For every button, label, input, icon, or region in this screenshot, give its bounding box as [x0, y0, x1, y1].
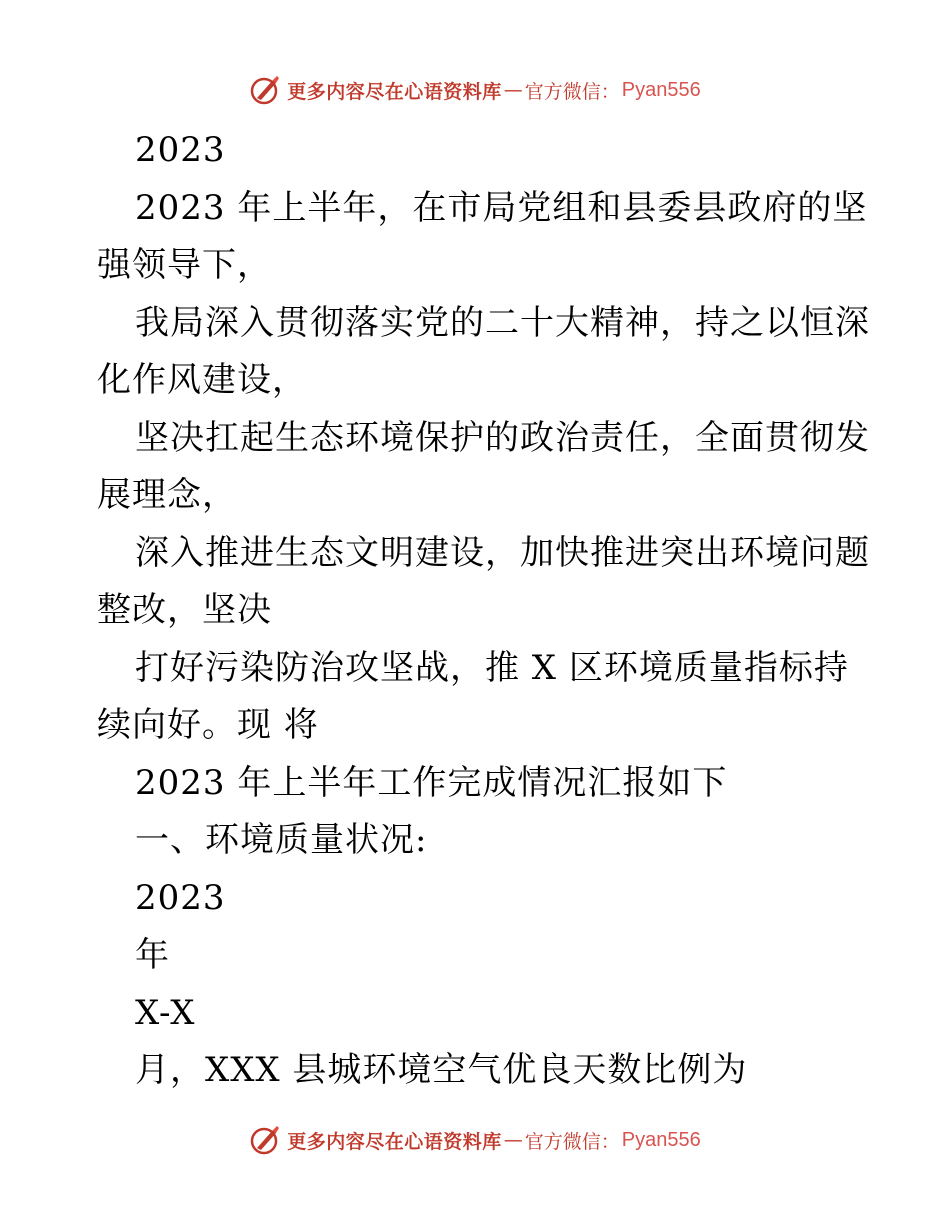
text-line: 2023 年上半年工作完成情况汇报如下 — [135, 762, 728, 803]
watermark-label: 官方微信： — [524, 80, 620, 103]
text-line: 年 — [135, 935, 170, 975]
text-line: 2023 — [135, 130, 226, 170]
watermark-label: 官方微信： — [524, 1130, 620, 1153]
watermark-separator: — — [503, 1129, 523, 1151]
text-line: 化作风建设， — [97, 360, 307, 400]
text-line: 续向好。现 将 — [97, 705, 319, 745]
document-body — [97, 122, 870, 1100]
section-heading: 一、环境质量状况: — [135, 820, 428, 860]
header-watermark — [0, 70, 950, 110]
watermark-main-text: 更多内容尽在心语资料库 — [287, 1130, 502, 1153]
watermark-handle: Pyan556 — [621, 1128, 701, 1151]
quill-pen-logo-icon — [249, 1124, 281, 1156]
text-line: 2023 年上半年，在市局党组和县委县政府的坚 — [135, 187, 868, 228]
text-line: 强领导下， — [97, 245, 272, 285]
watermark-separator: — — [503, 79, 523, 101]
text-line: 深入推进生态文明建设，加快推进突出环境问题 — [135, 532, 870, 573]
text-line: 整改，坚决 — [97, 590, 272, 630]
text-line: X-X — [135, 992, 196, 1033]
text-line: 坚决扛起生态环境保护的政治责任，全面贯彻发 — [135, 417, 870, 458]
text-line: 2023 — [135, 877, 226, 918]
text-line: 月，XXX 县城环境空气优良天数比例为 — [135, 1050, 748, 1090]
watermark-main-text: 更多内容尽在心语资料库 — [287, 80, 502, 103]
footer-watermark — [0, 1120, 950, 1160]
text-line: 打好污染防治攻坚战，推 X 区环境质量指标持 — [135, 647, 849, 688]
quill-pen-logo-icon — [249, 74, 281, 106]
text-line: 我局深入贯彻落实党的二十大精神，持之以恒深 — [135, 302, 870, 343]
text-line: 展理念， — [97, 475, 237, 515]
watermark-handle: Pyan556 — [621, 78, 701, 101]
